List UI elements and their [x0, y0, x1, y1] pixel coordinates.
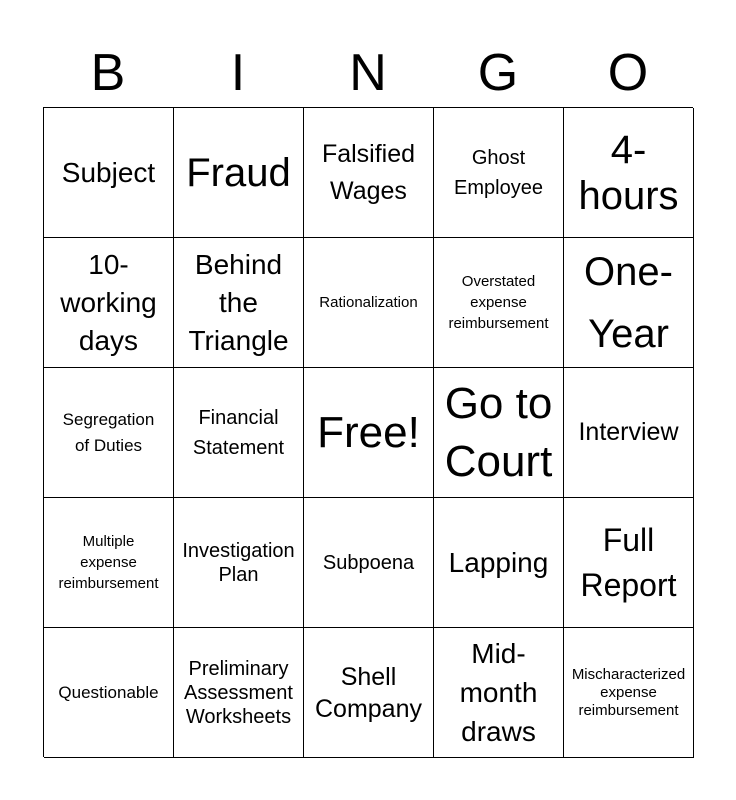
- bingo-cell[interactable]: [564, 108, 694, 238]
- cell-label: Rationalization: [319, 293, 418, 311]
- cell-label: Questionable: [58, 683, 159, 702]
- bingo-cell[interactable]: [44, 108, 174, 238]
- bingo-cell[interactable]: [304, 108, 434, 238]
- cell-label: 10- working days: [60, 248, 157, 356]
- cell-label: Go to Court: [444, 378, 553, 486]
- cell-label: Full Report: [580, 521, 677, 603]
- bingo-cell[interactable]: [434, 238, 564, 368]
- cell-label: Subpoena: [322, 551, 415, 574]
- bingo-cell[interactable]: [174, 108, 304, 238]
- bingo-cell[interactable]: [174, 498, 304, 628]
- cell-label: Falsified Wages: [321, 139, 416, 205]
- cell-label: Preliminary Assessment Worksheets: [184, 657, 293, 728]
- bingo-cell[interactable]: [304, 498, 434, 628]
- bingo-cell[interactable]: [434, 108, 564, 238]
- bingo-cell[interactable]: [304, 238, 434, 368]
- cell-label: Interview: [578, 418, 679, 446]
- bingo-cell[interactable]: [564, 238, 694, 368]
- cell-label: Segregation of Duties: [62, 409, 155, 455]
- cell-label: Ghost Employee: [454, 146, 543, 199]
- cell-label: Mischaracterized expense reimbursement: [571, 665, 686, 719]
- cell-label: Subject: [61, 156, 156, 188]
- header-letter-o: O: [607, 44, 649, 102]
- bingo-cell[interactable]: [564, 628, 694, 758]
- cell-label: Investigation Plan: [182, 539, 295, 586]
- header-letter-g: G: [477, 44, 519, 102]
- bingo-cell[interactable]: [434, 498, 564, 628]
- cell-label: Lapping: [448, 546, 549, 578]
- bingo-board: [43, 107, 693, 757]
- cell-label: Behind the Triangle: [188, 248, 289, 356]
- bingo-cell[interactable]: [304, 628, 434, 758]
- bingo-cell[interactable]: [44, 628, 174, 758]
- free-space-label: Free!: [317, 407, 420, 457]
- bingo-cell[interactable]: [174, 368, 304, 498]
- bingo-cell[interactable]: [174, 628, 304, 758]
- cell-label: Mid- month draws: [459, 638, 538, 747]
- cell-label: Multiple expense reimbursement: [58, 533, 159, 592]
- bingo-header: [43, 40, 693, 106]
- free-space[interactable]: [304, 368, 434, 498]
- bingo-cell[interactable]: [44, 498, 174, 628]
- bingo-cell[interactable]: [44, 238, 174, 368]
- cell-label: Financial Statement: [192, 406, 285, 459]
- bingo-cell[interactable]: [564, 368, 694, 498]
- header-letter-n: N: [349, 44, 387, 102]
- bingo-cell[interactable]: [44, 368, 174, 498]
- cell-label: One- Year: [584, 249, 673, 356]
- cell-label: Overstated expense reimbursement: [448, 273, 549, 332]
- cell-label: 4- hours: [578, 127, 679, 218]
- header-letter-b: B: [90, 44, 126, 102]
- cell-label: Shell Company: [315, 662, 422, 723]
- header-letter-i: I: [230, 44, 246, 102]
- bingo-cell[interactable]: [174, 238, 304, 368]
- cell-label: Fraud: [186, 150, 291, 195]
- bingo-cell[interactable]: [434, 368, 564, 498]
- bingo-cell[interactable]: [564, 498, 694, 628]
- bingo-cell[interactable]: [434, 628, 564, 758]
